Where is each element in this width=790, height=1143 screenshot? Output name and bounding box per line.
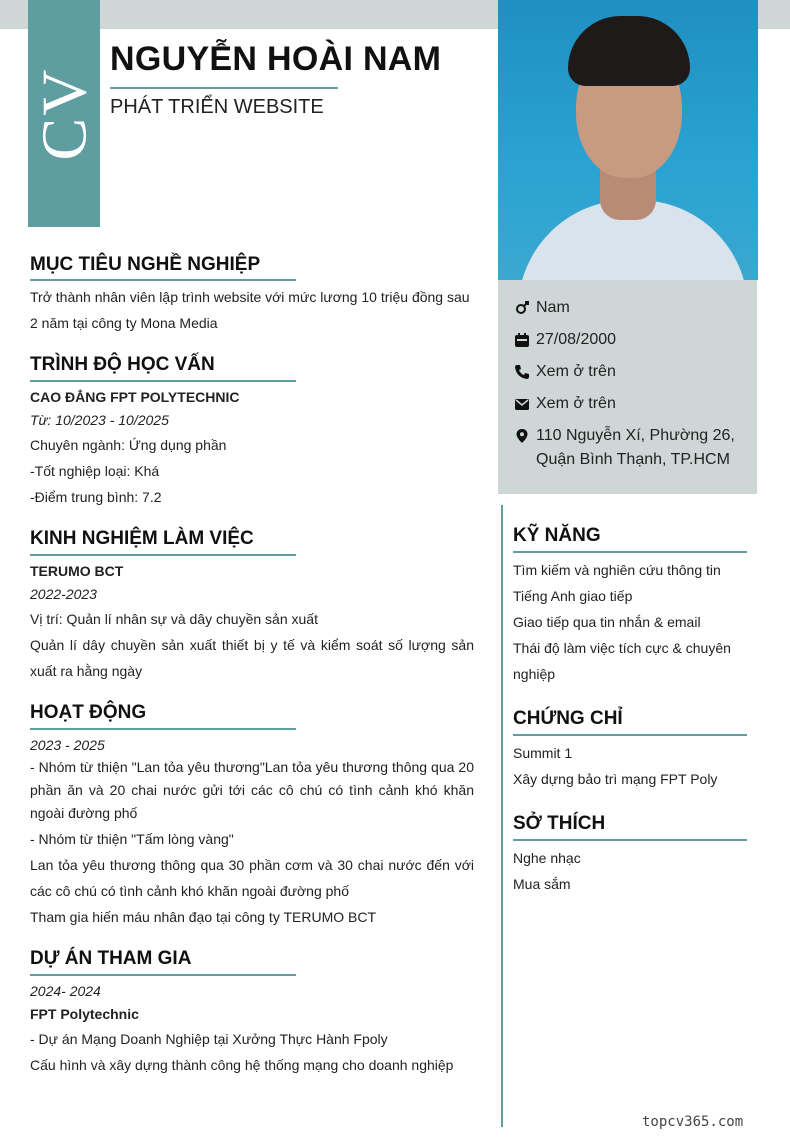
contact-address: 110 Nguyễn Xí, Phường 26, Quận Bình Thạnh, TP.HCM xyxy=(514,424,735,472)
cv-label-box xyxy=(28,0,100,227)
activity-item: - Nhóm từ thiện "Tấm lòng vàng" xyxy=(30,831,234,847)
watermark: topcv365.com xyxy=(642,1114,744,1130)
objective-text: Trở thành nhân viên lập trình website với mức lương 10 triệu đồng sau 2 năm tại công ty Mona Media xyxy=(30,289,470,331)
contact-phone: Xem ở trên xyxy=(514,360,616,384)
education-gpa: -Điểm trung bình: 7.2 xyxy=(30,489,162,505)
cv-label: CV xyxy=(28,67,99,160)
project-line: - Dự án Mạng Doanh Nghiệp tại Xưởng Thực Hành Fpoly xyxy=(30,1031,388,1047)
skill-item: Tìm kiếm và nghiên cứu thông tin xyxy=(513,562,721,578)
objective-title: MỤC TIÊU NGHỀ NGHIỆP xyxy=(30,254,261,275)
name-underline xyxy=(110,87,338,89)
certificate-item: Xây dựng bảo trì mạng FPT Poly xyxy=(513,771,718,787)
hobby-item: Mua sắm xyxy=(513,876,571,892)
activity-item: Lan tỏa yêu thương thông qua 30 phần cơm và 30 chai nước đến với các cô chú có tình cảnh khó khăn ngoài đường phố xyxy=(30,857,474,899)
education-period: Từ: 10/2023 - 10/2025 xyxy=(30,412,169,428)
education-school: CAO ĐẲNG FPT POLYTECHNIC xyxy=(30,389,240,405)
calendar-icon xyxy=(514,332,530,348)
experience-description: Quản lí dây chuyền sản xuất thiết bị y tế và kiểm soát số lượng sản xuất ra hằng ngày xyxy=(30,637,474,679)
profile-photo xyxy=(498,0,758,280)
education-underline xyxy=(30,380,296,382)
job-title: PHÁT TRIỂN WEBSITE xyxy=(110,96,324,118)
candidate-name: NGUYỄN HOÀI NAM xyxy=(110,40,442,78)
contact-birthday: 27/08/2000 xyxy=(514,328,616,352)
location-icon xyxy=(514,428,530,444)
skill-item: Thái độ làm việc tích cực & chuyên nghiệp xyxy=(513,640,731,682)
hobbies-title: SỞ THÍCH xyxy=(513,813,606,834)
activities-underline xyxy=(30,728,296,730)
projects-org: FPT Polytechnic xyxy=(30,1006,139,1022)
contact-panel xyxy=(498,280,757,494)
experience-period: 2022-2023 xyxy=(30,586,97,602)
skill-item: Giao tiếp qua tin nhắn & email xyxy=(513,614,701,630)
skills-underline xyxy=(513,551,747,553)
phone-icon xyxy=(514,364,530,380)
certificates-underline xyxy=(513,734,747,736)
gender-icon xyxy=(514,300,530,316)
experience-title: KINH NGHIỆM LÀM VIỆC xyxy=(30,528,254,549)
projects-underline xyxy=(30,974,296,976)
hobbies-underline xyxy=(513,839,747,841)
activity-item: - Nhóm từ thiện "Lan tỏa yêu thương"Lan tỏa yêu thương thông qua 20 phần ăn và 20 chai nước gửi tới các cô chú có tình cảnh khó khăn ngoài đường phố xyxy=(30,759,474,821)
hobby-item: Nghe nhạc xyxy=(513,850,581,866)
experience-underline xyxy=(30,554,296,556)
certificate-item: Summit 1 xyxy=(513,745,573,761)
skills-title: KỸ NĂNG xyxy=(513,525,601,546)
education-grade: -Tốt nghiệp loại: Khá xyxy=(30,463,160,479)
experience-position: Vị trí: Quản lí nhân sự và dây chuyền sản xuất xyxy=(30,611,318,627)
projects-title: DỰ ÁN THAM GIA xyxy=(30,948,192,969)
activities-period: 2023 - 2025 xyxy=(30,737,105,753)
projects-period: 2024- 2024 xyxy=(30,983,101,999)
skill-item: Tiếng Anh giao tiếp xyxy=(513,588,633,604)
experience-company: TERUMO BCT xyxy=(30,563,124,579)
contact-email: Xem ở trên xyxy=(514,392,616,416)
project-line: Cấu hình và xây dựng thành công hệ thống mạng cho doanh nghiệp xyxy=(30,1057,454,1073)
objective-underline xyxy=(30,279,296,281)
certificates-title: CHỨNG CHỈ xyxy=(513,708,623,729)
education-title: TRÌNH ĐỘ HỌC VẤN xyxy=(30,354,215,375)
column-divider xyxy=(501,505,503,1127)
contact-gender: Nam xyxy=(514,296,570,320)
activities-title: HOẠT ĐỘNG xyxy=(30,702,147,723)
education-major: Chuyên ngành: Ứng dụng phần xyxy=(30,437,227,453)
email-icon xyxy=(514,396,530,412)
activity-item: Tham gia hiến máu nhân đạo tại công ty TERUMO BCT xyxy=(30,909,377,925)
